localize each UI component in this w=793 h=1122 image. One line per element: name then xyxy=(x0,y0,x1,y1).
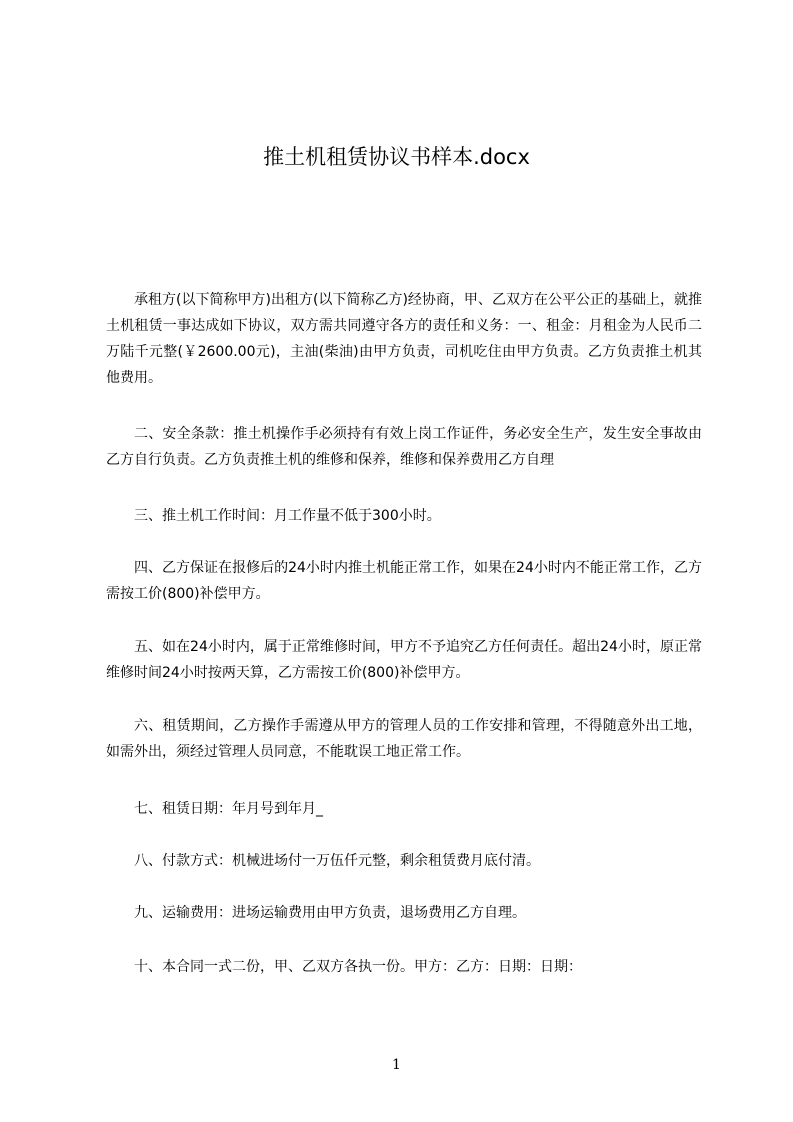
paragraph-text: 承租方(以下简称甲方)出租方(以下简称乙方)经协商，甲、乙双方在公平公正的基础上，就推土机租赁一事达成如下协议，双方需共同遵守各方的责任和义务：一、租金：月租金为人民币二万陆千元整(￥2600.00元)，主油(柴油)由甲方负责，司机吃住由甲方负责。乙方负责推土机其他费用。 xyxy=(106,292,702,386)
paragraph-working-time xyxy=(106,503,702,529)
paragraph-signatures xyxy=(106,954,702,980)
paragraph-lease-date xyxy=(106,796,702,822)
paragraph-text: 三、推土机工作时间：月工作量不低于300小时。 xyxy=(134,508,441,524)
paragraph-text: 四、乙方保证在报修后的24小时内推土机能正常工作，如果在24小时内不能正常工作，乙方需按工价(800)补偿甲方。 xyxy=(106,560,702,602)
paragraph-text: 八、付款方式：机械进场付一万伍仟元整，剩余租赁费月底付清。 xyxy=(134,853,540,869)
paragraph-safety xyxy=(106,421,702,473)
paragraph-text: 九、运输费用：进场运输费用由甲方负责，退场费用乙方自理。 xyxy=(134,905,526,921)
page-number: 1 xyxy=(392,1057,401,1073)
paragraph-transport xyxy=(106,900,702,926)
paragraph-text: 二、安全条款：推土机操作手必须持有有效上岗工作证件，务必安全生产，发生安全事故由乙方自行负责。乙方负责推土机的维修和保养，维修和保养费用乙方自理 xyxy=(106,426,702,468)
paragraph-management xyxy=(106,713,702,765)
paragraph-payment xyxy=(106,848,702,874)
paragraph-maintenance-time xyxy=(106,634,702,686)
paragraph-text: 五、如在24小时内，属于正常维修时间，甲方不予追究乙方任何责任。超出24小时，原正常维修时间24小时按两天算，乙方需按工价(800)补偿甲方。 xyxy=(106,639,702,681)
paragraph-text: 七、租赁日期：年月号到年月_ xyxy=(134,801,323,817)
paragraph-repair-guarantee xyxy=(106,555,702,607)
paragraph-text: 六、租赁期间，乙方操作手需遵从甲方的管理人员的工作安排和管理，不得随意外出工地，如需外出，须经过管理人员同意，不能耽误工地正常工作。 xyxy=(106,718,702,760)
document-title: 推土机租赁协议书样本.docx xyxy=(263,145,530,169)
paragraph-intro-rent xyxy=(106,287,702,391)
paragraph-text: 十、本合同一式二份，甲、乙双方各执一份。甲方：乙方：日期：日期： xyxy=(134,959,582,975)
